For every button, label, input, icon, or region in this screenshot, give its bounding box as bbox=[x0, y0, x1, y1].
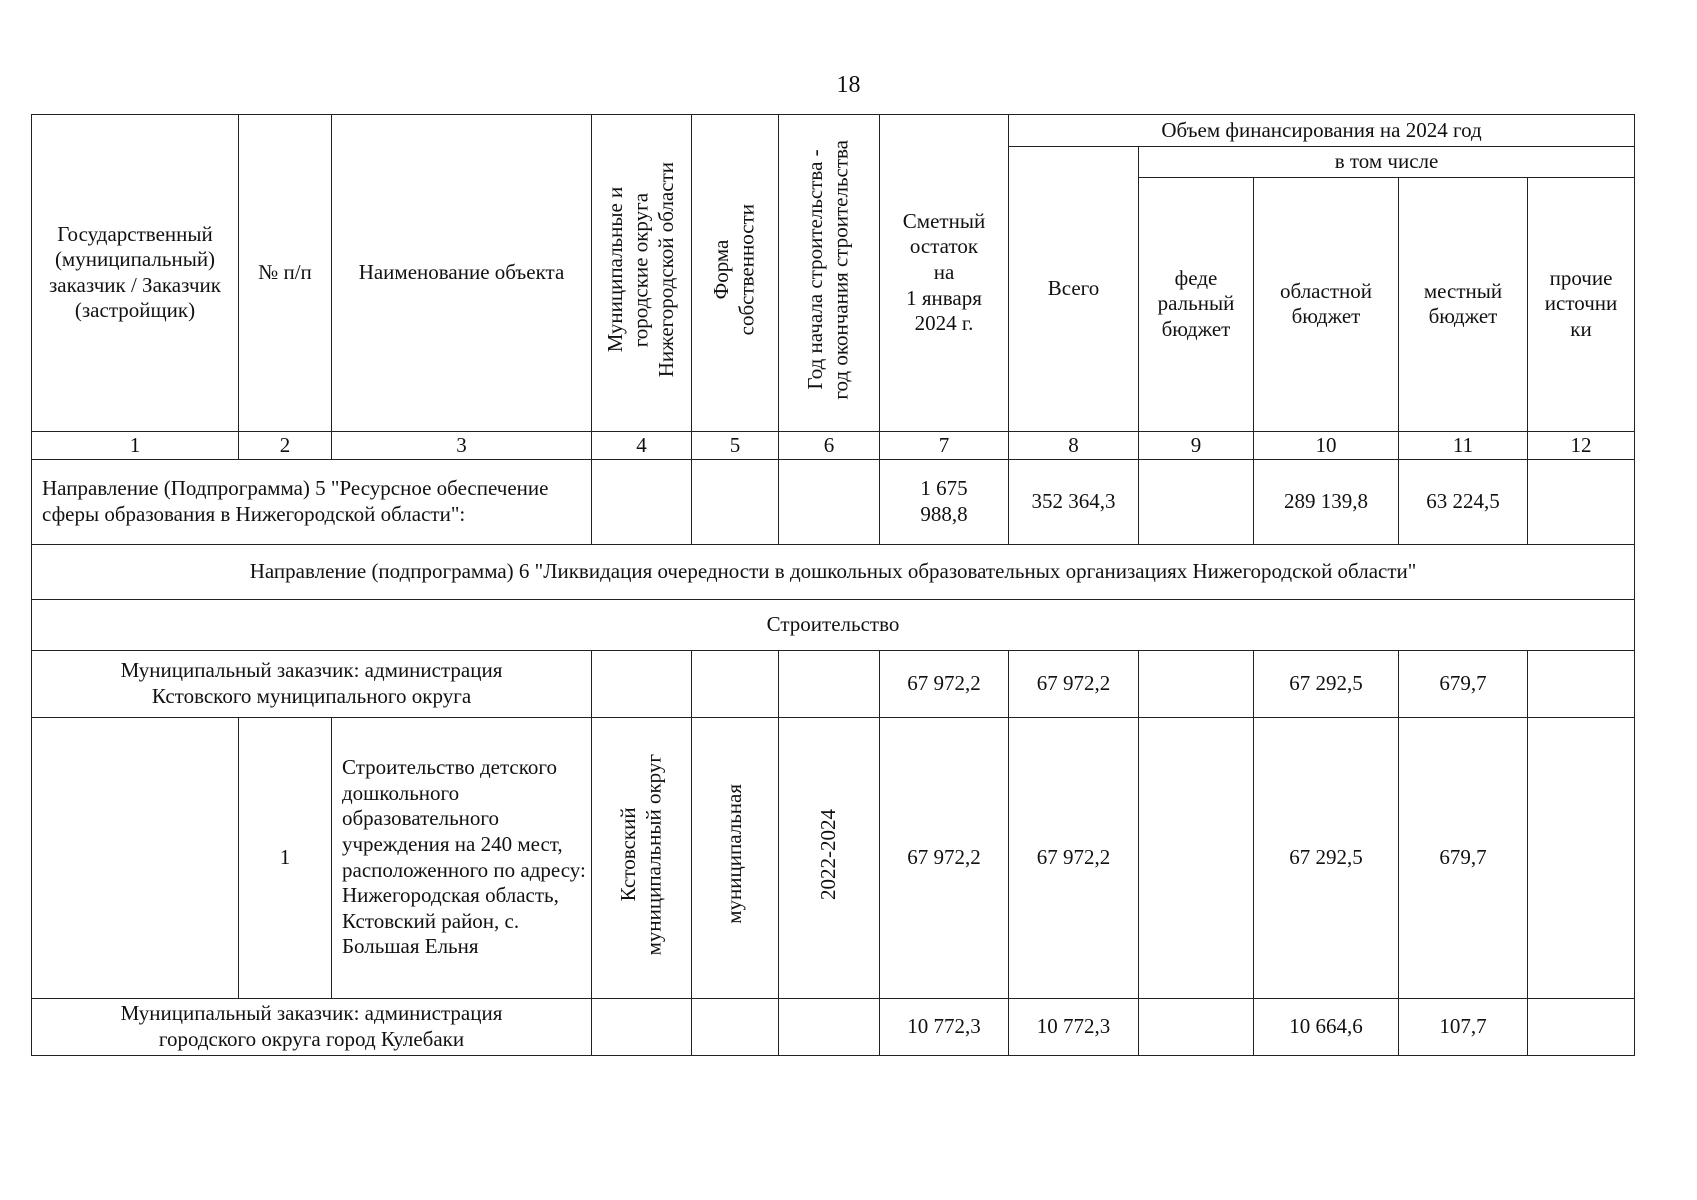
empty-cell bbox=[1528, 717, 1635, 998]
kstovo-object-name: Строительство детского дошкольного образовательного учреждения на 240 мест, расположенного по адресу: Нижегородская область, Кстовский район, с. Большая Ельня bbox=[332, 717, 592, 998]
kstovo-customer-regional: 67 292,5 bbox=[1254, 650, 1399, 717]
header-years-text: Год начала строительства - год окончания строительства bbox=[803, 139, 853, 400]
direction6-row bbox=[32, 544, 1635, 599]
kulebaki-customer-local: 107,7 bbox=[1399, 998, 1528, 1055]
column-number: 1 bbox=[32, 431, 239, 459]
column-number: 5 bbox=[692, 431, 779, 459]
kstovo-object-municipal-text: Кстовский муниципальный округ bbox=[615, 753, 666, 956]
column-number: 7 bbox=[880, 431, 1009, 459]
header-customer: Государственный (муниципальный) заказчик / Заказчик (застройщик) bbox=[32, 115, 239, 432]
column-number: 4 bbox=[592, 431, 692, 459]
header-other: прочие источни ки bbox=[1528, 177, 1635, 431]
kstovo-object-years-text: 2022-2024 bbox=[816, 808, 841, 900]
kulebaki-customer-row bbox=[32, 998, 1635, 1055]
header-remainder: Сметный остаток на 1 января 2024 г. bbox=[880, 115, 1009, 432]
direction5-local: 63 224,5 bbox=[1399, 459, 1528, 544]
kstovo-object-municipal bbox=[592, 717, 692, 998]
empty-cell bbox=[692, 998, 779, 1055]
direction5-regional: 289 139,8 bbox=[1254, 459, 1399, 544]
direction5-other bbox=[1528, 459, 1635, 544]
column-number: 12 bbox=[1528, 431, 1635, 459]
column-number: 9 bbox=[1139, 431, 1254, 459]
kstovo-object-ownership-text: муниципальная bbox=[722, 784, 747, 925]
kulebaki-customer-remainder: 10 772,3 bbox=[880, 998, 1009, 1055]
kulebaki-customer-label: Муниципальный заказчик: администрация городского округа город Кулебаки bbox=[32, 998, 592, 1055]
header-total: Всего bbox=[1009, 147, 1139, 432]
empty-cell bbox=[1139, 650, 1254, 717]
empty-cell bbox=[1528, 998, 1635, 1055]
empty-cell bbox=[692, 459, 779, 544]
column-number: 8 bbox=[1009, 431, 1139, 459]
header-object-name: Наименование объекта bbox=[332, 115, 592, 432]
column-number: 2 bbox=[239, 431, 332, 459]
column-number: 10 bbox=[1254, 431, 1399, 459]
header-ownership bbox=[692, 115, 779, 432]
kstovo-customer-label: Муниципальный заказчик: администрация Кстовского муниципального округа bbox=[32, 650, 592, 717]
kstovo-object-local: 679,7 bbox=[1399, 717, 1528, 998]
header-funding: Объем финансирования на 2024 год bbox=[1009, 115, 1635, 147]
kstovo-customer-local: 679,7 bbox=[1399, 650, 1528, 717]
construction-label: Строительство bbox=[32, 599, 1635, 650]
kstovo-object-total: 67 972,2 bbox=[1009, 717, 1139, 998]
kulebaki-customer-total: 10 772,3 bbox=[1009, 998, 1139, 1055]
page-number: 18 bbox=[836, 72, 861, 98]
empty-cell bbox=[592, 998, 692, 1055]
header-years bbox=[779, 115, 880, 432]
kstovo-customer-remainder: 67 972,2 bbox=[880, 650, 1009, 717]
empty-cell bbox=[692, 650, 779, 717]
header-federal: феде ральный бюджет bbox=[1139, 177, 1254, 431]
kstovo-object-num: 1 bbox=[239, 717, 332, 998]
direction6-label: Направление (подпрограмма) 6 "Ликвидация очередности в дошкольных образовательных организациях Нижегородской области" bbox=[32, 544, 1635, 599]
header-including: в том числе bbox=[1139, 147, 1635, 178]
header-ownership-text: Форма собственности bbox=[709, 203, 759, 336]
empty-cell bbox=[779, 459, 880, 544]
kulebaki-customer-regional: 10 664,6 bbox=[1254, 998, 1399, 1055]
direction5-label: Направление (Подпрограмма) 5 "Ресурсное обеспечение сферы образования в Нижегородской области": bbox=[32, 459, 592, 544]
column-number: 3 bbox=[332, 431, 592, 459]
empty-cell bbox=[779, 650, 880, 717]
direction5-federal bbox=[1139, 459, 1254, 544]
header-municipal-text: Муниципальные и городские округа Нижегородской области bbox=[603, 161, 679, 378]
header-local: местный бюджет bbox=[1399, 177, 1528, 431]
kstovo-object-regional: 67 292,5 bbox=[1254, 717, 1399, 998]
direction5-remainder: 1 675 988,8 bbox=[880, 459, 1009, 544]
kstovo-object-years bbox=[779, 717, 880, 998]
direction5-row bbox=[32, 459, 1635, 544]
kstovo-object-ownership bbox=[692, 717, 779, 998]
header-regional: областной бюджет bbox=[1254, 177, 1399, 431]
kstovo-object-row bbox=[32, 717, 1635, 998]
kstovo-object-remainder: 67 972,2 bbox=[880, 717, 1009, 998]
empty-cell bbox=[592, 650, 692, 717]
empty-cell bbox=[1528, 650, 1635, 717]
empty-cell bbox=[32, 717, 239, 998]
kstovo-customer-row bbox=[32, 650, 1635, 717]
direction5-total: 352 364,3 bbox=[1009, 459, 1139, 544]
empty-cell bbox=[1139, 717, 1254, 998]
empty-cell bbox=[779, 998, 880, 1055]
header-num: № п/п bbox=[239, 115, 332, 432]
column-number: 11 bbox=[1399, 431, 1528, 459]
empty-cell bbox=[1139, 998, 1254, 1055]
header-municipal bbox=[592, 115, 692, 432]
column-number: 6 bbox=[779, 431, 880, 459]
construction-row bbox=[32, 599, 1635, 650]
kstovo-customer-total: 67 972,2 bbox=[1009, 650, 1139, 717]
column-numbers-row bbox=[32, 431, 1635, 459]
financing-table bbox=[31, 114, 1635, 1056]
empty-cell bbox=[592, 459, 692, 544]
